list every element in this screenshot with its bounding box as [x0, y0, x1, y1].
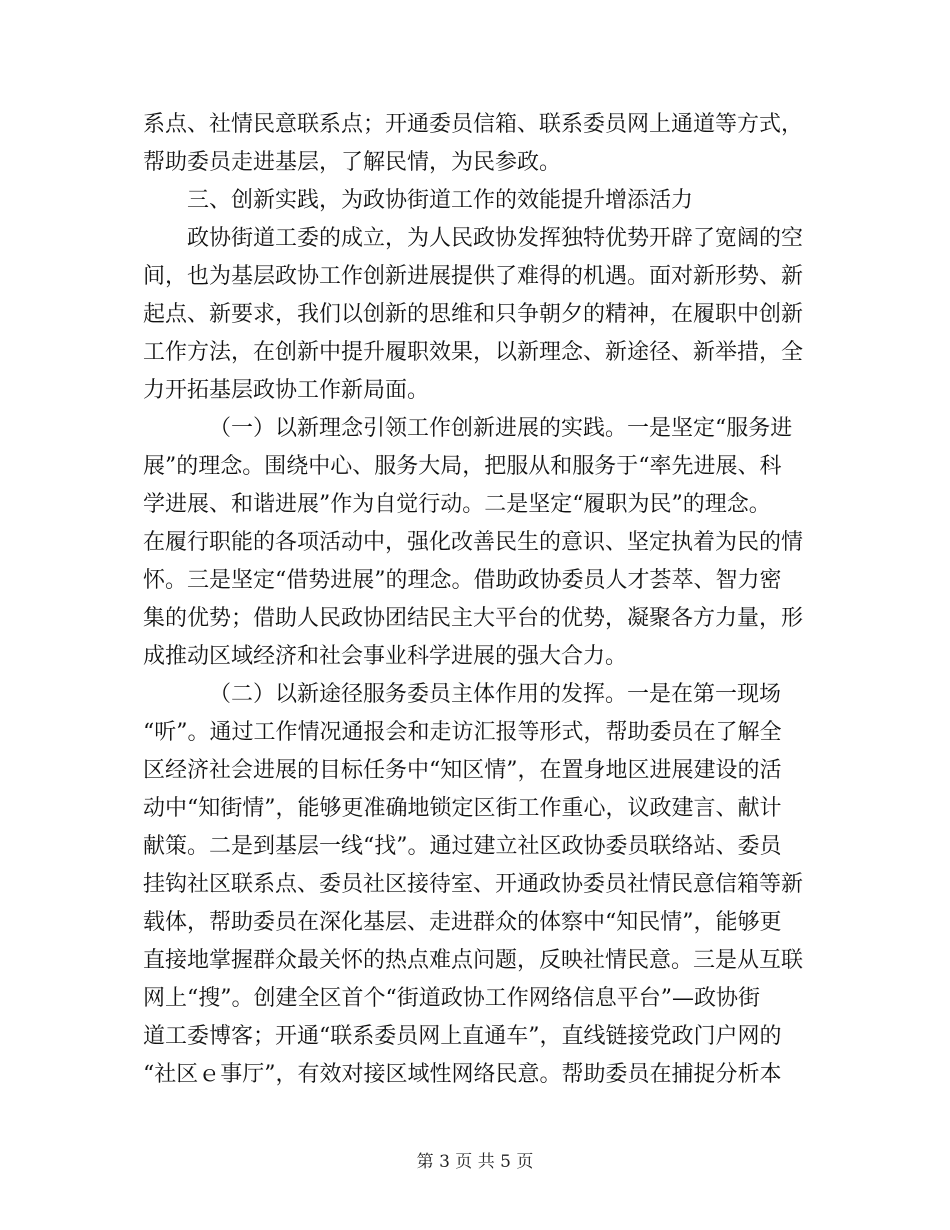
- text-line: 间，也为基层政协工作创新进展提供了难得的机遇。面对新形势、新: [143, 264, 804, 289]
- text-line: 力开拓基层政协工作新局面。: [143, 378, 430, 403]
- text-line: 挂钩社区联系点、委员社区接待室、开通政协委员社情民意信箱等新: [143, 872, 804, 897]
- text-line: 动中“知街情”，能够更准确地锁定区街工作重心，议政建言、献计: [143, 796, 782, 821]
- text-line: 集的优势；借助人民政协团结民主大平台的优势，凝聚各方力量，形: [143, 606, 804, 631]
- page-footer: 第 3 页 共 5 页: [416, 1152, 534, 1172]
- text-line: 系点、社情民意联系点；开通委员信箱、联系委员网上通道等方式，: [143, 112, 804, 137]
- section-heading: 三、创新实践，为政协街道工作的效能提升增添活力: [187, 188, 694, 213]
- text-line: 献策。二是到基层一线“找”。通过建立社区政协委员联络站、委员: [143, 834, 782, 859]
- text-line: 学进展、和谐进展”作为自觉行动。二是坚定“履职为民”的理念。: [143, 492, 771, 517]
- text-line: 直接地掌握群众最关怀的热点难点问题，反映社情民意。三是从互联: [143, 948, 804, 973]
- subsection-heading: （一）以新理念引领工作创新进展的实践。一是坚定“服务进: [209, 416, 793, 441]
- text-line: 区经济社会进展的目标任务中“知区情”，在置身地区进展建设的活: [143, 758, 782, 783]
- text-line: 在履行职能的各项活动中，强化改善民生的意识、坚定执着为民的情: [143, 530, 804, 555]
- subsection-heading: （二）以新途径服务委员主体作用的发挥。一是在第一现场: [209, 682, 782, 707]
- text-line: “社区ｅ事厅”，有效对接区域性网络民意。帮助委员在捕捉分析本: [143, 1062, 782, 1087]
- paragraph-start: 政协街道工委的成立，为人民政协发挥独特优势开辟了宽阔的空: [187, 226, 804, 251]
- text-line: 载体，帮助委员在深化基层、走进群众的体察中“知民情”，能够更: [143, 910, 782, 935]
- text-line: 帮助委员走进基层，了解民情，为民参政。: [143, 150, 562, 175]
- text-line: 网上“搜”。创建全区首个“街道政协工作网络信息平台”—政协街: [143, 986, 760, 1011]
- text-line: 成推动区域经济和社会事业科学进展的强大合力。: [143, 644, 628, 669]
- text-line: 工作方法，在创新中提升履职效果，以新理念、新途径、新举措，全: [143, 340, 804, 365]
- text-line: 起点、新要求，我们以创新的思维和只争朝夕的精神，在履职中创新: [143, 302, 804, 327]
- text-line: 道工委博客；开通“联系委员网上直通车”，直线链接党政门户网的: [143, 1024, 782, 1049]
- text-line: “听”。通过工作情况通报会和走访汇报等形式，帮助委员在了解全: [143, 720, 782, 745]
- document-body: [143, 106, 808, 1094]
- text-line: 展”的理念。围绕中心、服务大局，把服从和服务于“率先进展、科: [143, 454, 782, 479]
- text-line: 怀。三是坚定“借势进展”的理念。借助政协委员人才荟萃、智力密: [143, 568, 782, 593]
